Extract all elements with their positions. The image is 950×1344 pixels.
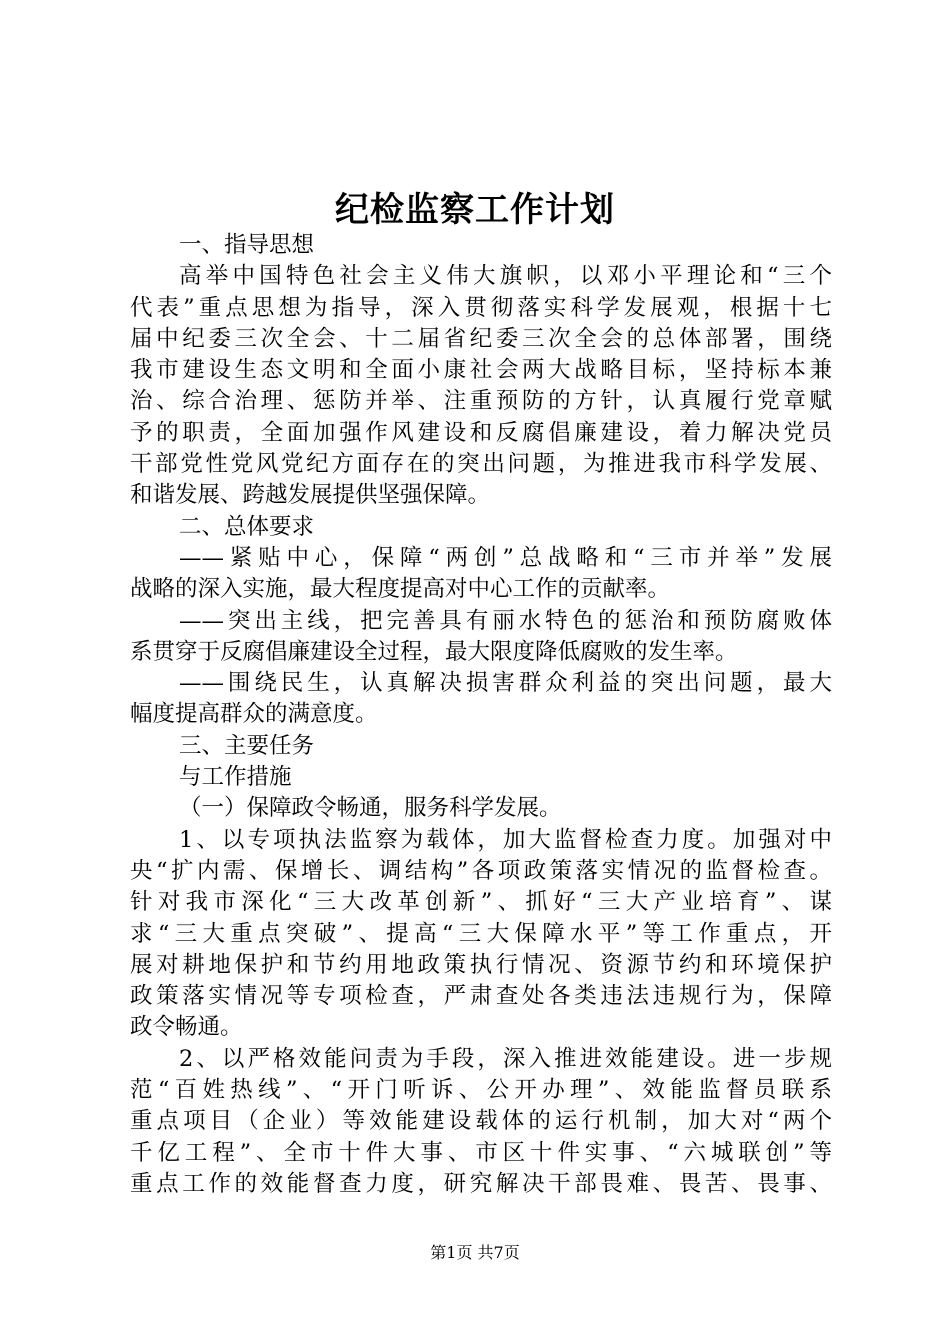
body-line: 1、以专项执法监察为载体，加大监督检查力度。加强对中 xyxy=(179,826,832,853)
body-line: ——紧贴中心，保障“两创”总战略和“三市并举”发展 xyxy=(179,544,832,571)
document-title: 纪检监察工作计划 xyxy=(335,190,615,230)
body-line: 治、综合治理、惩防并举、注重预防的方针，认真履行党章赋 xyxy=(130,388,832,415)
body-line: 与工作措施 xyxy=(179,764,292,791)
body-line: 求“三大重点突破”、提高“三大保障水平”等工作重点，开 xyxy=(130,920,832,947)
body-line: 范“百姓热线”、“开门听诉、公开办理”、效能监督员联系 xyxy=(130,1077,832,1104)
body-line: 2、以严格效能问责为手段，深入推进效能建设。进一步规 xyxy=(179,1045,832,1072)
body-line: 系贯穿于反腐倡廉建设全过程，最大限度降低腐败的发生率。 xyxy=(130,638,738,665)
body-line: 代表”重点思想为指导，深入贯彻落实科学发展观，根据十七 xyxy=(130,294,832,321)
body-line: （一）保障政令畅通，服务科学发展。 xyxy=(179,795,562,822)
body-line: 千亿工程”、全市十件大事、市区十件实事、“六城联创”等 xyxy=(130,1139,832,1166)
body-line: 我市建设生态文明和全面小康社会两大战略目标，坚持标本兼 xyxy=(130,357,832,384)
body-line: 高举中国特色社会主义伟大旗帜，以邓小平理论和“三个 xyxy=(179,263,832,290)
body-line: 和谐发展、跨越发展提供坚强保障。 xyxy=(130,482,491,509)
body-line: 二、总体要求 xyxy=(179,513,315,540)
body-line: 重点项目（企业）等效能建设载体的运行机制，加大对“两个 xyxy=(130,1108,832,1135)
document-body xyxy=(130,230,832,1200)
body-line: 一、指导思想 xyxy=(179,232,315,258)
body-line: 幅度提高群众的满意度。 xyxy=(130,701,378,728)
body-line: 重点工作的效能督查力度，研究解决干部畏难、畏苦、畏事、 xyxy=(130,1170,832,1197)
body-line: 央“扩内需、保增长、调结构”各项政策落实情况的监督检查。 xyxy=(130,857,832,884)
body-line: 政令畅通。 xyxy=(130,1014,243,1041)
body-line: 干部党性党风党纪方面存在的突出问题，为推进我市科学发展、 xyxy=(130,451,832,478)
body-line: 战略的深入实施，最大程度提高对中心工作的贡献率。 xyxy=(130,576,671,603)
page-footer: 第1页 共7页 xyxy=(430,1243,520,1262)
body-line: 届中纪委三次全会、十二届省纪委三次全会的总体部署，围绕 xyxy=(130,325,832,352)
body-line: 予的职责，全面加强作风建设和反腐倡廉建设，着力解决党员 xyxy=(130,419,832,446)
body-line: 三、主要任务 xyxy=(179,732,315,759)
body-line: 展对耕地保护和节约用地政策执行情况、资源节约和环境保护 xyxy=(130,951,832,978)
body-line: ——围绕民生，认真解决损害群众利益的突出问题，最大 xyxy=(179,670,832,697)
body-line: 针对我市深化“三大改革创新”、抓好“三大产业培育”、谋 xyxy=(130,889,832,916)
body-line: 政策落实情况等专项检查，严肃查处各类违法违规行为，保障 xyxy=(130,983,832,1010)
body-line: ——突出主线，把完善具有丽水特色的惩治和预防腐败体 xyxy=(179,607,832,634)
